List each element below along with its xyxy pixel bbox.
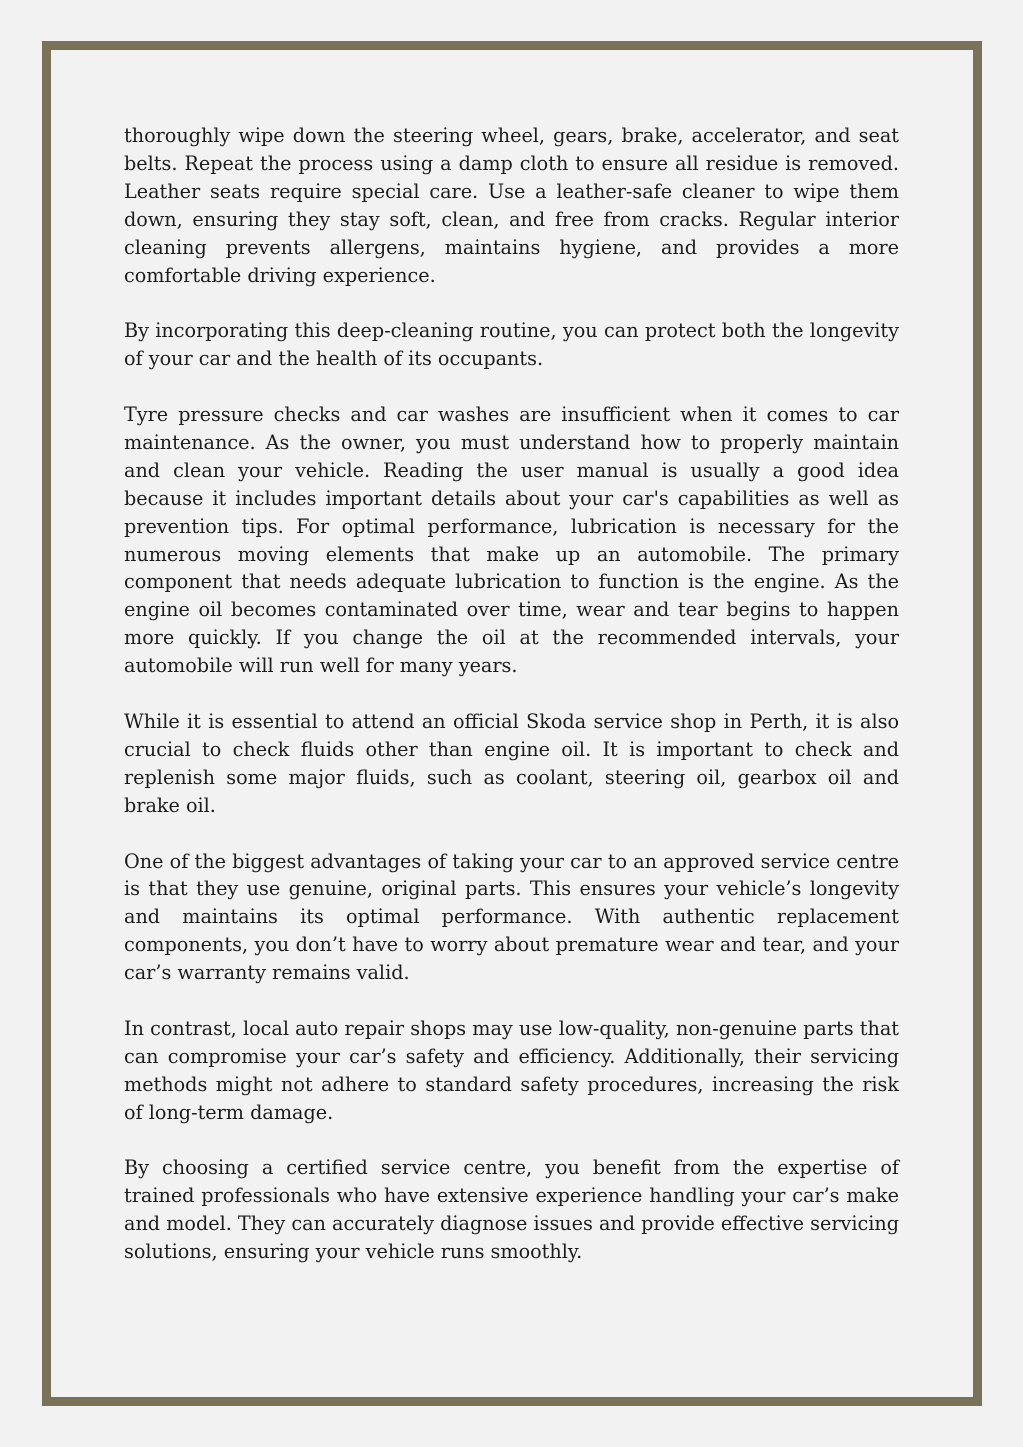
paragraph-fluid-checks: While it is essential to attend an official Skoda service shop in Perth, it is also crucial to check fluids other than engine oil. It is important to check and replenish some major fluids, such as coolant, steering oil, gearbox oil and brake oil. xyxy=(124,709,899,817)
paragraph-certified-service-centre: By choosing a certified service centre, you benefit from the expertise of trained professionals who have extensive experience handling your car’s make and model. They can accurately diagnose issues and provide effective servicing solutions, ensuring your vehicle runs smoothly. xyxy=(124,1156,899,1264)
paragraph-deep-cleaning-routine: By incorporating this deep-cleaning routine, you can protect both the longevity of your car and the health of its occupants. xyxy=(124,319,899,371)
paragraph-interior-cleaning: thoroughly wipe down the steering wheel, gears, brake, accelerator, and seat belts. Repeat the process using a damp cloth to ensure all residue is removed. Leather seats require special care. Use a leather-safe cleaner to wipe them down, ensuring they stay soft, clean, and free from cracks. Regular interior cleaning prevents allergens, maintains hygiene, and provides a more comfortable driving experience. xyxy=(124,124,899,287)
document-body xyxy=(124,122,899,1294)
paragraph-genuine-parts: One of the biggest advantages of taking your car to an approved service centre is that they use genuine, original parts. This ensures your vehicle’s longevity and maintains its optimal performance. With authentic replacement components, you don’t have to worry about premature wear and tear, and your car’s warranty remains valid. xyxy=(124,849,899,985)
paragraph-local-repair-shops: In contrast, local auto repair shops may use low-quality, non-genuine parts that can compromise your car’s safety and efficiency. Additionally, their servicing methods might not adhere to standard safety procedures, increasing the risk of long-term damage. xyxy=(124,1016,899,1124)
paragraph-maintenance-lubrication: Tyre pressure checks and car washes are insufficient when it comes to car maintenance. As the owner, you must understand how to properly maintain and clean your vehicle. Reading the user manual is usually a good idea because it includes important details about your car's capabilities as well as prevention tips. For optimal performance, lubrication is necessary for the numerous moving elements that make up an automobile. The primary component that needs adequate lubrication to function is the engine. As the engine oil becomes contaminated over time, wear and tear begins to happen more quickly. If you change the oil at the recommended intervals, your automobile will run well for many years. xyxy=(124,403,899,678)
